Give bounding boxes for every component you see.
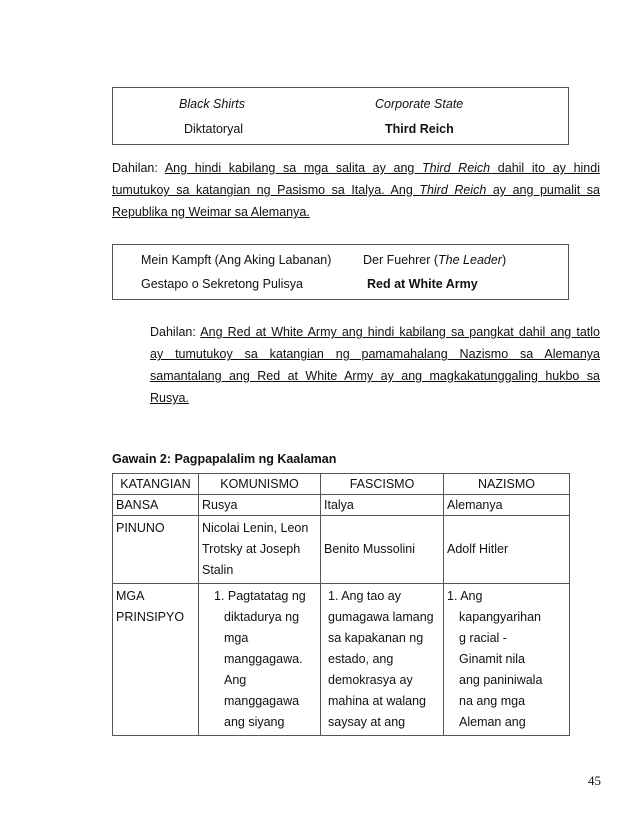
prinsipyo-fascismo-line: 1. Ang tao ay <box>328 589 401 603</box>
prinsipyo-fascismo-line: demokrasya ay <box>328 673 413 687</box>
para1-line3-wrap <box>112 201 600 223</box>
box2-red-white-army: Red at White Army <box>367 277 478 291</box>
para1-line1-c: dahil ito ay hindi <box>490 161 600 175</box>
pinuno-komunismo-line: Stalin <box>202 563 234 577</box>
table-row-prinsipyo <box>113 584 570 736</box>
page-number: 45 <box>588 773 601 788</box>
para1-label: Dahilan: <box>112 161 158 175</box>
box2-der-fuehrer-post: ) <box>501 253 507 267</box>
paragraph-dahilan-2 <box>150 321 600 409</box>
prinsipyo-komunismo-line: Ang <box>224 673 247 687</box>
prinsipyo-fascismo-line: mahina at walang <box>328 694 426 708</box>
box1-black-shirts: Black Shirts <box>179 97 245 111</box>
prinsipyo-nazismo-line: g racial - <box>459 631 507 645</box>
prinsipyo-komunismo <box>199 584 321 736</box>
box2-der-fuehrer <box>363 253 506 267</box>
header-katangian: KATANGIAN <box>113 474 199 495</box>
prinsipyo-fascismo-line: estado, ang <box>328 652 394 666</box>
pinuno-nazismo <box>444 516 570 584</box>
pinuno-fascismo-text: Benito Mussolini <box>324 542 416 556</box>
box1-corporate-state: Corporate State <box>375 97 464 111</box>
pinuno-komunismo-line: Trotsky at Joseph <box>202 542 301 556</box>
prinsipyo-komunismo-line: ang siyang <box>224 715 285 729</box>
gawain-title: Gawain 2: Pagpapalalim ng Kaalaman <box>112 452 337 466</box>
para1-line2-a: tumutukoy sa katangian ng Pasismo sa Italya. Ang <box>112 183 420 197</box>
prinsipyo-nazismo-line: Ginamit nila <box>459 652 525 666</box>
paragraph-dahilan-1 <box>112 157 600 223</box>
para2-label: Dahilan: <box>150 325 196 339</box>
pinuno-fascismo <box>321 516 444 584</box>
prinsipyo-label-line: MGA <box>116 589 145 603</box>
prinsipyo-komunismo-line: manggagawa. <box>224 652 303 666</box>
para1-line2-b: Third Reich <box>419 183 487 197</box>
ideology-table <box>112 473 570 736</box>
bansa-fascismo: Italya <box>321 495 444 516</box>
pinuno-label: PINUNO <box>113 516 199 584</box>
header-fascismo: FASCISMO <box>321 474 444 495</box>
box2-der-fuehrer-pre: Der Fuehrer ( <box>363 253 439 267</box>
prinsipyo-fascismo-line: saysay at ang <box>328 715 406 729</box>
pinuno-nazismo-text: Adolf Hitler <box>447 542 509 556</box>
keyword-box-2 <box>112 244 569 300</box>
table-row-pinuno <box>113 516 570 584</box>
header-nazismo: NAZISMO <box>444 474 570 495</box>
box1-diktatoryal: Diktatoryal <box>184 122 244 136</box>
para1-line2 <box>112 179 600 201</box>
prinsipyo-nazismo-line: kapangyarihan <box>459 610 542 624</box>
para1-line3: Republika ng Weimar sa Alemanya. <box>112 205 310 219</box>
para2-line2: ay tumutukoy sa katangian ng pamamahalang Nazismo sa Alemanya <box>150 347 600 361</box>
box2-the-leader: The Leader <box>438 253 502 267</box>
pinuno-komunismo-line: Nicolai Lenin, Leon <box>202 521 309 535</box>
box2-gestapo: Gestapo o Sekretong Pulisya <box>141 277 303 291</box>
para2-line1 <box>150 321 600 343</box>
prinsipyo-fascismo <box>321 584 444 736</box>
para2-line4-wrap <box>150 387 600 409</box>
prinsipyo-fascismo-line: gumagawa lamang <box>328 610 434 624</box>
prinsipyo-komunismo-line: mga <box>224 631 249 645</box>
prinsipyo-komunismo-line: manggagawa <box>224 694 300 708</box>
box2-mein-kampf: Mein Kampft (Ang Aking Labanan) <box>141 253 332 267</box>
para1-line1-b: Third Reich <box>422 161 491 175</box>
bansa-nazismo: Alemanya <box>444 495 570 516</box>
bansa-label: BANSA <box>113 495 199 516</box>
para1-line1 <box>112 157 600 179</box>
prinsipyo-label-line: PRINSIPYO <box>116 610 185 624</box>
para1-line1-a: Ang hindi kabilang sa mga salita ay ang <box>164 161 423 175</box>
prinsipyo-komunismo-line: diktadurya ng <box>224 610 300 624</box>
para2-line4: Rusya. <box>150 391 189 405</box>
prinsipyo-label <box>113 584 199 736</box>
box1-third-reich: Third Reich <box>385 122 454 136</box>
keyword-box-1 <box>112 87 569 145</box>
para1-line2-c: ay ang pumalit sa <box>486 183 600 197</box>
prinsipyo-nazismo-line: na ang mga <box>459 694 526 708</box>
prinsipyo-nazismo-line: Aleman ang <box>459 715 526 729</box>
header-komunismo: KOMUNISMO <box>199 474 321 495</box>
para2-line1-text: Ang Red at White Army ang hindi kabilang sa pangkat dahil ang tatlo <box>200 325 600 339</box>
table-row-bansa <box>113 495 570 516</box>
prinsipyo-fascismo-line: sa kapakanan ng <box>328 631 424 645</box>
table-header-row <box>113 474 570 495</box>
prinsipyo-nazismo-line: 1. Ang <box>447 589 483 603</box>
para2-line3: samantalang ang Red at White Army ay ang magkakatunggaling hukbo sa <box>150 369 600 383</box>
bansa-komunismo: Rusya <box>199 495 321 516</box>
prinsipyo-komunismo-line: 1. Pagtatatag ng <box>214 589 306 603</box>
prinsipyo-nazismo-line: ang paniniwala <box>459 673 543 687</box>
prinsipyo-nazismo <box>444 584 570 736</box>
pinuno-komunismo <box>199 516 321 584</box>
